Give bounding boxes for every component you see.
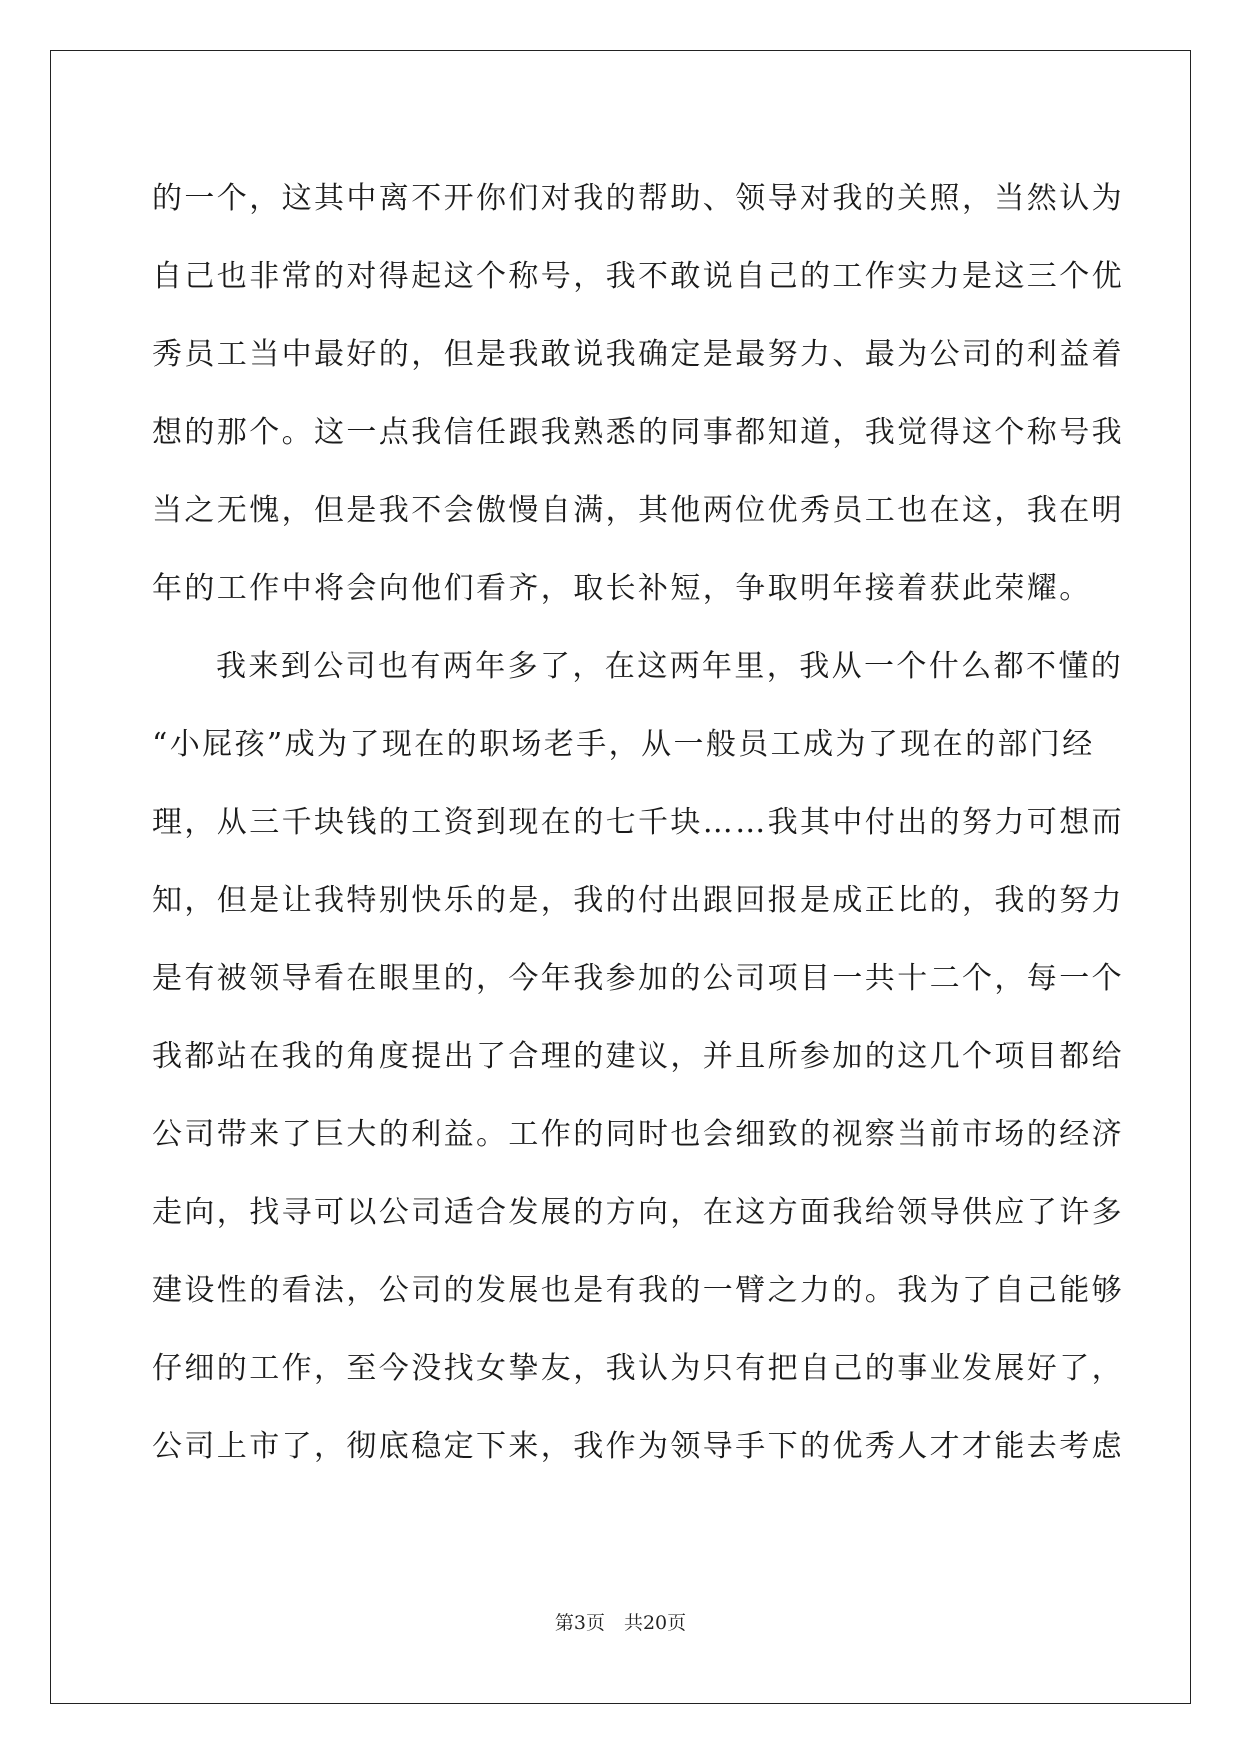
text-line: 的一个，这其中离不开你们对我的帮助、领导对我的关照，当然认为 — [152, 181, 1124, 216]
text-line: 建设性的看法，公司的发展也是有我的一臂之力的。我为了自己能够 — [152, 1273, 1124, 1308]
text-line: 理，从三千块钱的工资到现在的七千块……我其中付出的努力可想而 — [152, 805, 1124, 840]
text-line: 自己也非常的对得起这个称号，我不敢说自己的工作实力是这三个优 — [152, 259, 1124, 294]
text-line: 年的工作中将会向他们看齐，取长补短，争取明年接着获此荣耀。 — [152, 571, 1092, 606]
page-number-footer: 第3页 共20页 — [554, 1612, 687, 1634]
text-line: 当之无愧，但是我不会傲慢自满，其他两位优秀员工也在这，我在明 — [152, 493, 1124, 528]
text-line: 走向，找寻可以公司适合发展的方向，在这方面我给领导供应了许多 — [152, 1195, 1124, 1230]
text-line: 仔细的工作，至今没找女挚友，我认为只有把自己的事业发展好了， — [152, 1351, 1124, 1386]
text-line: 是有被领导看在眼里的，今年我参加的公司项目一共十二个，每一个 — [152, 961, 1124, 996]
text-line: 我都站在我的角度提出了合理的建议，并且所参加的这几个项目都给 — [152, 1039, 1124, 1074]
text-line: 想的那个。这一点我信任跟我熟悉的同事都知道，我觉得这个称号我 — [152, 415, 1124, 450]
text-line: 公司带来了巨大的利益。工作的同时也会细致的视察当前市场的经济 — [152, 1117, 1124, 1152]
text-line: 我来到公司也有两年多了，在这两年里，我从一个什么都不懂的 — [216, 649, 1124, 684]
body-text — [152, 160, 1124, 1486]
text-line: 公司上市了，彻底稳定下来，我作为领导手下的优秀人才才能去考虑 — [152, 1429, 1124, 1464]
text-line: 秀员工当中最好的，但是我敢说我确定是最努力、最为公司的利益着 — [152, 337, 1124, 372]
text-line: “小屁孩”成为了现在的职场老手，从一般员工成为了现在的部门经 — [152, 727, 1095, 762]
text-line: 知，但是让我特别快乐的是，我的付出跟回报是成正比的，我的努力 — [152, 883, 1124, 918]
